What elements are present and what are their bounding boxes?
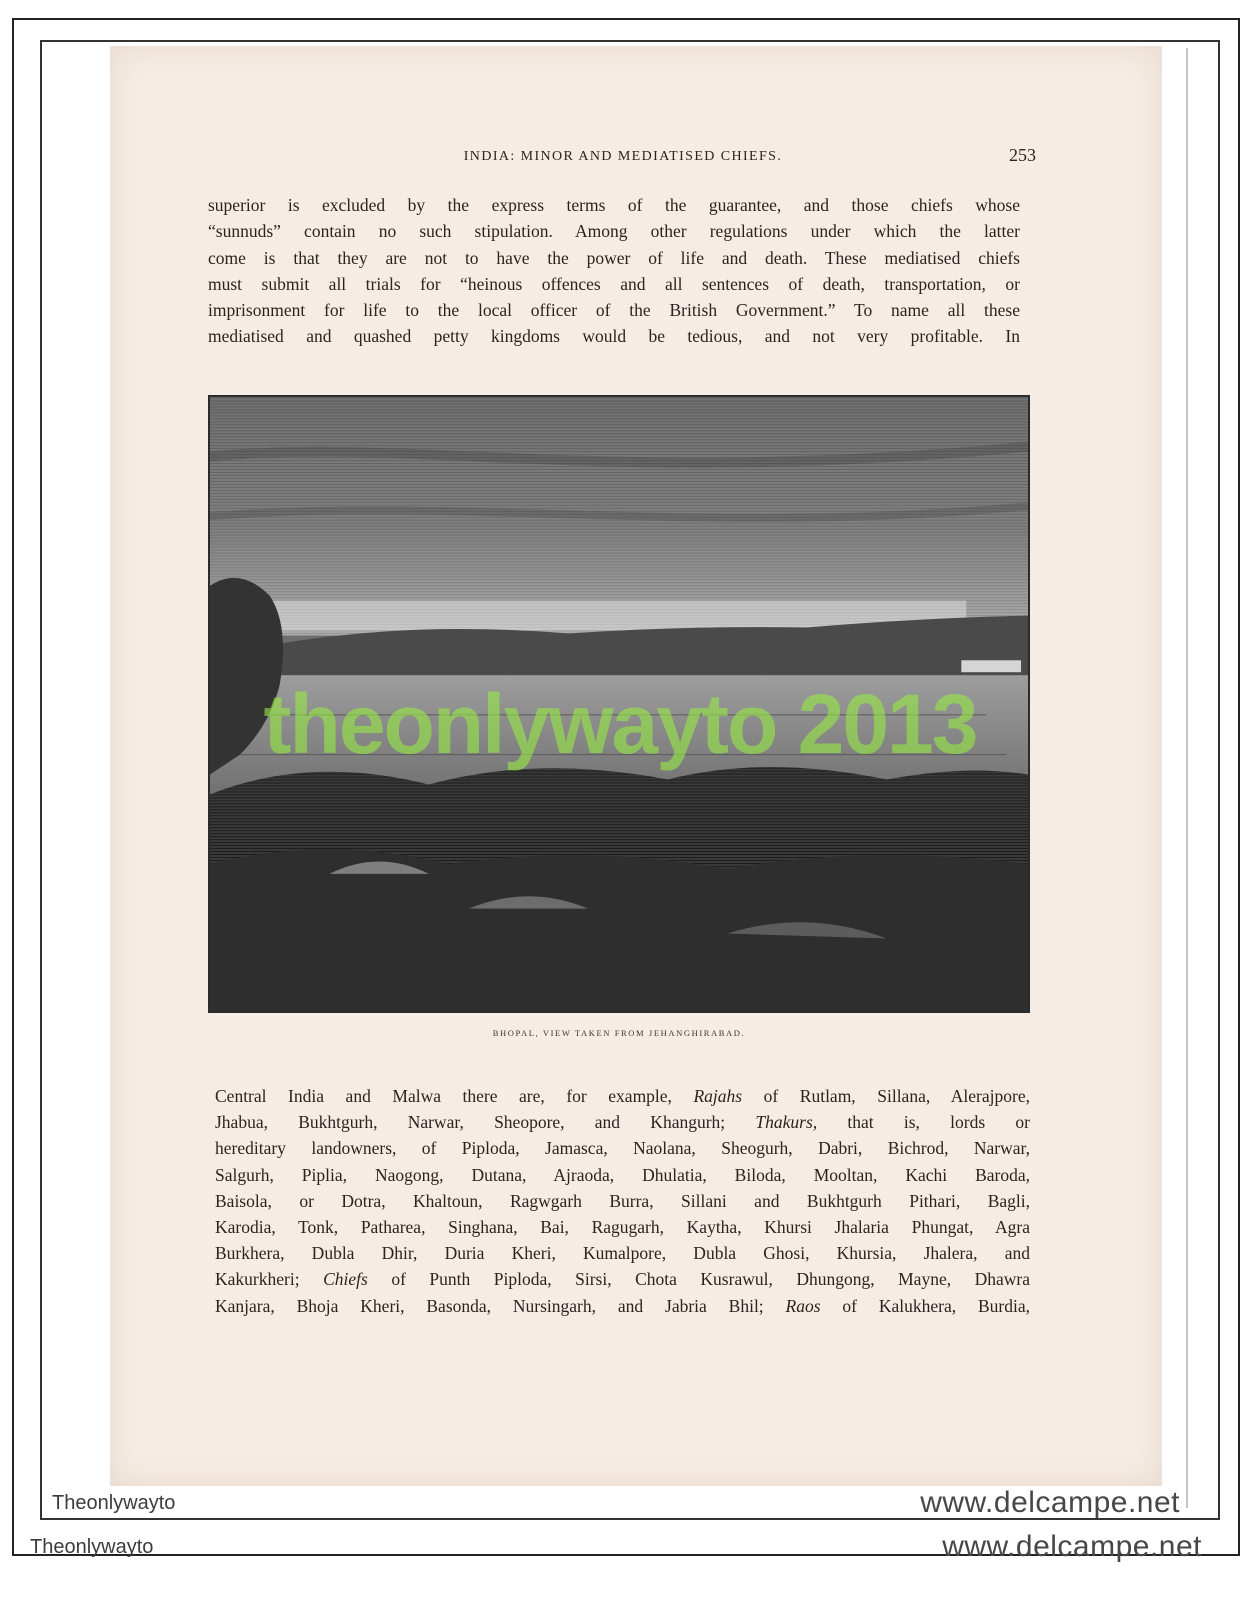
italic-term: Thakurs, bbox=[755, 1112, 818, 1133]
text-line bbox=[215, 1083, 1030, 1109]
text-line: mediatised and quashed petty kingdoms would be tedious, and not very profitable. In bbox=[208, 326, 1020, 347]
top-paragraph bbox=[208, 192, 1020, 350]
text-run: that is, lords or bbox=[817, 1112, 1030, 1133]
footer-row bbox=[0, 1530, 1260, 1564]
text-line: Burkhera, Dubla Dhir, Duria Kheri, Kumalpore, Dubla Ghosi, Khursia, Jhalera, and bbox=[215, 1243, 1030, 1264]
text-line: “sunnuds” contain no such stipulation. Among other regulations under which the latter bbox=[208, 221, 1020, 242]
text-run: of Kalukhera, Burdia, bbox=[820, 1295, 1030, 1316]
running-title: INDIA: MINOR AND MEDIATISED CHIEFS. bbox=[463, 149, 783, 164]
text-run: Central India and Malwa there are, for example, bbox=[215, 1086, 694, 1106]
text-line bbox=[215, 1293, 1030, 1319]
text-line bbox=[215, 1109, 1030, 1135]
footer-row bbox=[0, 1486, 1260, 1520]
bottom-paragraph bbox=[215, 1083, 1030, 1319]
page-number: 253 bbox=[1009, 145, 1036, 165]
text-run: of Punth Piploda, Sirsi, Chota Kusrawul, Dhungong, Mayne, Dhawra bbox=[367, 1269, 1030, 1290]
illustration-caption: BHOPAL, VIEW TAKEN FROM JEHANGHIRABAD. bbox=[492, 1028, 746, 1038]
text-line: Karodia, Tonk, Patharea, Singhana, Bai, Ragugarh, Kaytha, Khursi Jhalaria Phungat, Agra bbox=[215, 1217, 1030, 1238]
italic-term: Raos bbox=[785, 1295, 821, 1316]
text-line: Salgurh, Piplia, Naogong, Dutana, Ajraoda, Dhulatia, Biloda, Mooltan, Kachi Baroda, bbox=[215, 1164, 1030, 1185]
scan-edge bbox=[1186, 48, 1188, 1508]
text-line bbox=[215, 1266, 1030, 1292]
site-url[interactable]: www.delcampe.net bbox=[920, 1486, 1180, 1519]
seller-name: Theonlywayto bbox=[30, 1536, 154, 1558]
text-line: come is that they are not to have the power of life and death. These mediatised chiefs bbox=[208, 247, 1020, 268]
watermark-text: theonlywayto 2013 bbox=[263, 677, 977, 771]
text-line: imprisonment for life to the local officer of the British Government.” To name all these bbox=[208, 300, 1020, 321]
text-line: must submit all trials for “heinous offences and all sentences of death, transportation, or bbox=[208, 273, 1020, 294]
text-line: superior is excluded by the express terms of the guarantee, and those chiefs whose bbox=[208, 195, 1020, 215]
running-head bbox=[208, 145, 1038, 175]
text-run: Kakurkheri; bbox=[215, 1269, 324, 1290]
italic-term: Chiefs bbox=[323, 1269, 368, 1290]
text-run: of Rutlam, Sillana, Alerajpore, bbox=[742, 1086, 1030, 1106]
italic-term: Rajahs bbox=[693, 1086, 743, 1106]
text-line: Baisola, or Dotra, Khaltoun, Ragwgarh Burra, Sillani and Bukhtgurh Pithari, Bagli, bbox=[215, 1190, 1030, 1211]
text-run: Jhabua, Bukhtgurh, Narwar, Sheopore, and Khangurh; bbox=[215, 1112, 756, 1133]
site-url[interactable]: www.delcampe.net bbox=[942, 1530, 1202, 1563]
text-run: Kanjara, Bhoja Kheri, Basonda, Nursingarh, and Jabria Bhil; bbox=[215, 1295, 786, 1316]
text-line: hereditary landowners, of Piploda, Jamasca, Naolana, Sheogurh, Dabri, Bichrod, Narwar, bbox=[215, 1138, 1030, 1159]
seller-name: Theonlywayto bbox=[52, 1492, 176, 1514]
